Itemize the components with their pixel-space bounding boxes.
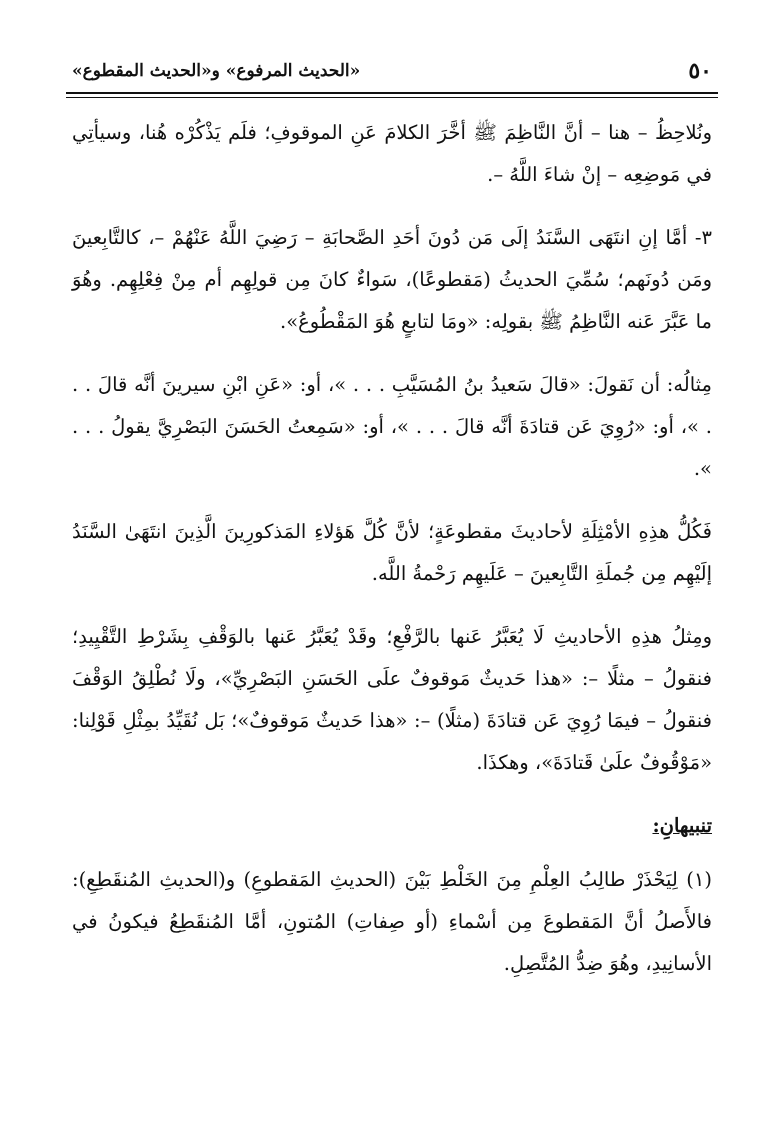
header-rule bbox=[66, 92, 718, 98]
paragraph: مِثالُه: أن نَقولَ: «قالَ سَعيدُ بنُ المُسَيَّبِ . . . »، أو: «عَنِ ابْنِ سيرينَ أنَّه قالَ . . . »، أو: «رُوِيَ عَن قتادَةَ أنَّه قالَ . . . »، أو: «سَمِعتُ الحَسَنَ البَصْرِيَّ يقولُ . . . ». bbox=[72, 373, 712, 480]
page-number: ٥٠ bbox=[688, 58, 712, 84]
paragraph: فَكُلُّ هذِهِ الأمْثِلَةِ لأحاديثَ مقطوعَةٍ؛ لأنَّ كُلَّ هَؤلاءِ المَذكورِينَ الَّذِينَ انتَهَىٰ السَّنَدُ إلَيْهِم مِن جُملَةِ التَّابِعينَ – عَلَيهِم رَحْمةُ اللَّه. bbox=[72, 520, 712, 585]
paragraph: ونُلاحِظُ – هنا – أنَّ النَّاظِمَ ﷺ أخَّرَ الكلامَ عَنِ الموقوفِ؛ فلَم يَذْكُرْه هُنا، وسيأتِي في مَوضِعِه – إنْ شاءَ اللَّهُ –. bbox=[72, 121, 712, 186]
running-title: «الحديث المرفوع» و«الحديث المقطوع» bbox=[72, 61, 361, 81]
notes-heading: تنبيهانِ: bbox=[652, 814, 712, 837]
page-header bbox=[72, 54, 712, 88]
paragraph: ومِثلُ هذِهِ الأحاديثِ لَا يُعَبَّرُ عَنها بالرَّفْعِ؛ وقَدْ يُعَبَّرُ عَنها بالوَقْفِ بِشَرْطِ التَّقْيِيدِ؛ فنقولُ – مثلًا –: «هذا حَديثٌ مَوقوفٌ علَى الحَسَنِ البَصْرِيِّ»، ولَا نُطْلِقُ الوَقْفَ فنقولُ – فيمَا رُوِيَ عَن قتادَةَ (مثلًا) –: «هذا حَديثٌ مَوقوفٌ»؛ بَل نُقَيِّدُ بمِثْلِ قَوْلِنا: «مَوْقُوفٌ علَىٰ قَتادَةَ»، وهكذَا. bbox=[72, 625, 712, 774]
note-item: (١) لِيَحْذَرْ طالِبُ العِلْمِ مِنَ الخَلْطِ بَيْنَ (الحديثِ المَقطوعِ) و(الحديثِ المُنقَطِعِ): فالأَصلُ أنَّ المَقطوعَ مِن أسْماءِ (أو صِفاتِ) المُتونِ، أمَّا المُنقَطِعُ فيكونُ في الأسانِيدِ، وهُوَ ضِدُّ المُتَّصِلِ. bbox=[72, 868, 712, 975]
paragraph: ٣- أمَّا إنِ انتَهَى السَّنَدُ إلَى مَن دُونَ أحَدِ الصَّحابَةِ – رَضِيَ اللَّهُ عَنْهُمْ –، كالتَّابِعينَ ومَن دُونَهم؛ سُمِّيَ الحديثُ (مَقطوعًا)، سَواءٌ كانَ مِن قولِهِم أم مِنْ فِعْلِهِم. وهُوَ ما عَبَّرَ عَنه النَّاظِمُ ﷺ بقولِه: «ومَا لتابعٍ هُوَ المَقْطُوعُ». bbox=[72, 226, 712, 333]
page-body bbox=[72, 112, 712, 1006]
